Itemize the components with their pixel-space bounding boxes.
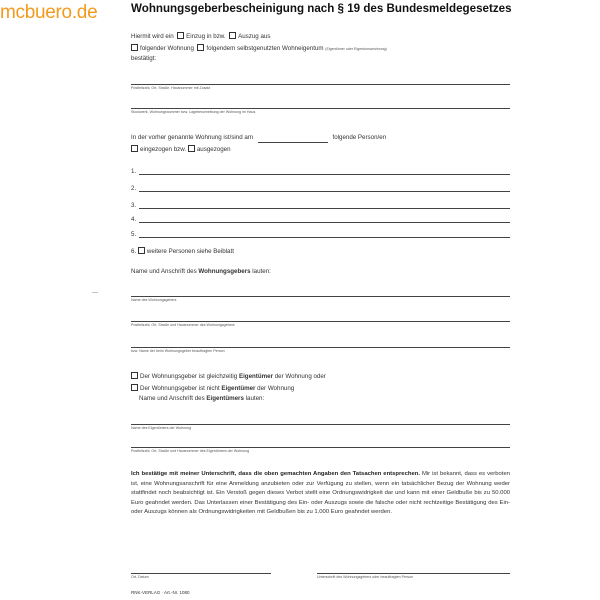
date-line[interactable]	[131, 573, 271, 574]
checkbox-owner-not[interactable]	[131, 384, 138, 391]
wg-heading-suffix: lauten:	[250, 268, 271, 275]
owner-opt-1-prefix: Der Wohnungsgeber ist gleichzeitig	[140, 373, 239, 380]
persons-row-1	[131, 134, 386, 143]
owner-address-line[interactable]	[131, 447, 510, 448]
watermark: mcbuero.de	[0, 2, 98, 23]
person-line-4[interactable]	[139, 222, 510, 223]
owner-opt-1	[131, 372, 326, 381]
owner-opt-2-bold: Eigentümer	[221, 385, 256, 392]
owner-heading-prefix: Name und Anschrift des	[139, 395, 207, 402]
owner-opt-1-bold: Eigentümer	[238, 373, 273, 380]
checkbox-ausgezogen[interactable]	[188, 145, 195, 152]
caption-date: Ort, Datum	[131, 575, 149, 579]
label-folgende-wohnung: folgender Wohnung	[140, 45, 194, 52]
more-persons-row	[131, 247, 234, 256]
persons-suffix: folgende Person/en	[332, 134, 387, 141]
checkbox-selbstgenutzt[interactable]	[197, 44, 204, 51]
page-title: Wohnungsgeberbescheinigung nach § 19 des Bundesmeldegesetzes	[131, 2, 512, 15]
checkbox-folgende-wohnung[interactable]	[131, 44, 138, 51]
declaration	[131, 470, 510, 518]
caption-wg-name: Name des Wohnungsgebers	[131, 298, 177, 302]
owner-heading-bold: Eigentümers	[206, 395, 244, 402]
caption-address: Postleitzahl, Ort, Straße, Hausnummer mit Zusatz	[131, 86, 211, 90]
person-number-4: 4.	[131, 216, 137, 223]
caption-signature: Unterschrift des Wohnungsgebers oder beauftragten Person	[317, 575, 414, 579]
persons-row-2	[131, 145, 231, 154]
wg-heading-bold: Wohnungsgebers	[198, 268, 251, 275]
caption-wg-address: Postleitzahl, Ort, Straße und Hausnummer des Wohnungsgebers	[131, 323, 235, 327]
label-eingezogen: eingezogen bzw.	[140, 146, 187, 153]
persons-date-field[interactable]	[258, 134, 328, 143]
checkbox-more-persons[interactable]	[138, 247, 145, 254]
address-line[interactable]	[131, 84, 510, 85]
owner-name-line[interactable]	[131, 424, 510, 425]
label-more-persons: weitere Personen siehe Beiblatt	[146, 248, 234, 255]
margin-mark: —	[92, 290, 98, 296]
owner-heading-suffix: lauten:	[243, 395, 265, 402]
wg-heading-prefix: Name und Anschrift des	[131, 268, 199, 275]
declaration-bold: Ich bestätige mit meiner Unterschrift, dass die oben gemachten Angaben den Tatsachen entsprechen.	[131, 471, 420, 477]
person-line-3[interactable]	[139, 208, 510, 209]
owner-opt-2	[131, 384, 294, 393]
person-line-5[interactable]	[139, 237, 510, 238]
owner-opt-2-suffix: der Wohnung	[255, 385, 295, 392]
checkbox-eingezogen[interactable]	[131, 145, 138, 152]
owner-opt-1-suffix: der Wohnung oder	[273, 373, 326, 380]
checkbox-owner-same[interactable]	[131, 372, 138, 379]
label-ausgezogen: ausgezogen	[196, 146, 231, 153]
intro-prefix: Hiermit wird ein	[131, 33, 174, 40]
label-auszug: Auszug aus	[238, 33, 271, 40]
intro-row-1	[131, 32, 270, 41]
person-number-5: 5.	[131, 231, 137, 238]
caption-owner-name: Name des Eigentümers der Wohnung	[131, 426, 192, 430]
signature-line[interactable]	[317, 573, 510, 574]
declaration-body: Mir ist bekannt, dass es verboten ist, eine Wohnungsanschrift für eine Anmeldung anzubieten oder zur Verfügung zu stellen, wenn ein tatsächlicher Bezug der Wohnung weder stattfindet noch beabsichtigt ist. Ein Verstoß gegen dieses Verbot stellt eine Ordnungswidrigkeit dar und kann mit einer Geldbuße bis zu 50.000 Euro geahndet werden. Das Unterlassen einer Bestätigung des Ein- oder Auszugs sowie die falsche oder nicht rechtzeitige Bestätigung des Ein- oder Auszugs können als Ordnungswidrigkeiten mit Geldbußen bis zu 1.000 Euro geahndet werden.	[131, 471, 511, 516]
checkbox-einzug[interactable]	[177, 32, 184, 39]
unit-line[interactable]	[131, 108, 510, 109]
person-number-2: 2.	[131, 185, 137, 192]
caption-owner-address: Postleitzahl, Ort, Straße und Hausnummer des Eigentümers der Wohnung	[131, 449, 250, 453]
checkbox-auszug[interactable]	[229, 32, 236, 39]
person-line-1[interactable]	[139, 174, 510, 175]
person-number-1: 1.	[131, 168, 137, 175]
label-einzug: Einzug in bzw.	[186, 33, 226, 40]
intro-row-2	[131, 44, 387, 53]
more-persons-number: 6.	[131, 248, 137, 255]
person-line-2[interactable]	[139, 191, 510, 192]
owner-opt-2-prefix: Der Wohnungsgeber ist nicht	[140, 385, 222, 392]
wg-heading	[131, 268, 271, 276]
label-selbstgenutzt: folgendem selbstgenutzten Wohneigentum	[206, 45, 324, 52]
owner-heading	[139, 395, 264, 403]
footer-publisher: RNK-VERLAG · Art.-Nr. 1080	[131, 590, 190, 595]
caption-wg-legal: bzw. Name der beim Wohnungsgeber beauftragten Person	[131, 349, 225, 353]
wg-legal-line[interactable]	[131, 347, 510, 348]
caption-unit: Stockwerk, Wohnungsnummer bzw. Lagebeschreibung der Wohnung im Haus	[131, 110, 256, 114]
persons-prefix: In der vorher genannte Wohnung ist/sind am	[131, 134, 253, 141]
label-selbstgenutzt-note: (Eigentümer oder Eigentumswohnung)	[325, 47, 387, 51]
person-number-3: 3.	[131, 202, 137, 209]
intro-bestaetigt: bestätigt:	[131, 55, 157, 62]
wg-name-line[interactable]	[131, 296, 510, 297]
wg-address-line[interactable]	[131, 321, 510, 322]
